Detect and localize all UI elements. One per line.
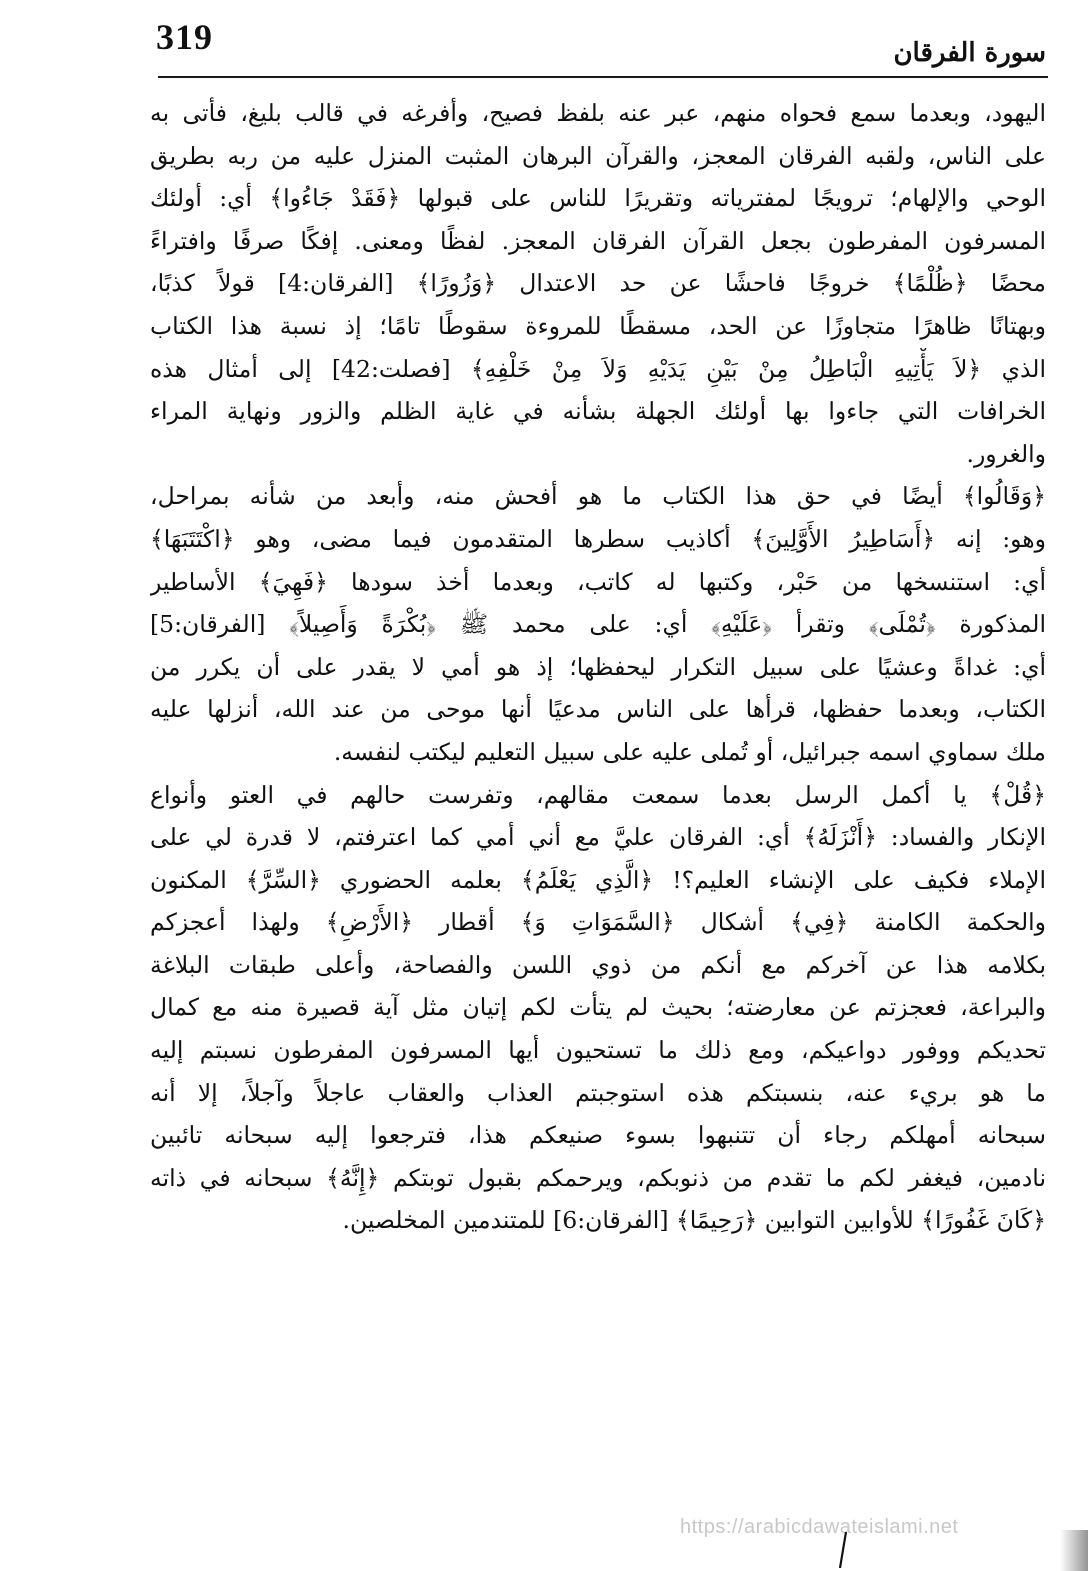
text-line: الإنكار والفساد: ﴿أَنْزَلَهُ﴾ أي: الفرقان عليَّ مع أني أمي كما اعترفتم، لا قدرة لي على [150,823,1046,852]
text-line: والبراعة، فعجزتم عن معارضته؛ بحيث لم يتأت لكم إتيان مثل آية قصيرة منه مع كمال [150,993,1046,1022]
text-line: ﴿قُلْ﴾ يا أكمل الرسل بعدما سمعت مقالهم، وتفرست حالهم في العتو وأنواع [150,780,1046,809]
text-line: الخرافات التي جاءوا بها أولئك الجهلة بشأنه في غاية الظلم والزور ونهاية المراء [150,397,1046,426]
text-line: محضًا ﴿ظُلْمًا﴾ خروجًا فاحشًا عن حد الاعتدال ﴿وَزُورًا﴾ [الفرقان:4] قولاً كذبًا، [150,269,1046,298]
text-line: المذكورة ﴿تُمْلَى﴾ وتقرأ ﴿عَلَيْهِ﴾ أي: على محمد ﷺ ﴿بُكْرَةً وَأَصِيلاً﴾ [الفرقان:5] [150,610,1046,639]
text-line: وبهتانًا ظاهرًا متجاوزًا عن الحد، مسقطًا للمروءة سقوطًا تامًا؛ إذ نسبة هذا الكتاب [150,311,1046,340]
commentary-text [150,92,1046,1242]
text-line: الكتاب، وبعدما حفظها، قرأها على الناس مدعيًا أنها موحى من عند الله، أنزلها عليه [150,695,1046,724]
text-line: ما هو بريء عنه، بنسبتكم هذه استوجبتم العذاب والعقاب عاجلاً وآجلاً، إلا أنه [150,1078,1046,1107]
text-line: بكلامه هذا عن آخركم مع أنكم من ذوي اللسن والفصاحة، وأعلى طبقات البلاغة [150,950,1046,979]
text-line: والغرور. [966,439,1046,468]
text-line: والحكمة الكامنة ﴿فِي﴾ أشكال ﴿السَّمَوَاتِ وَ﴾ أقطار ﴿الأَرْضِ﴾ ولهذا أعجزكم [150,908,1046,937]
text-line: وهو: إنه ﴿أَسَاطِيرُ الأَوَّلِينَ﴾ أكاذيب سطرها المتقدمون فيما مضى، وهو ﴿اكْتَتَبَهَا﴾ [150,524,1046,553]
text-line: ملك سماوي اسمه جبرائيل، أو تُملى عليه على سبيل التعليم ليكتب لنفسه. [333,737,1046,766]
text-line: نادمين، فيغفر لكم ما تقدم من ذنوبكم، ويرحمكم بقبول توبتكم ﴿إِنَّهُ﴾ سبحانه في ذاته [150,1163,1046,1192]
scan-edge-shadow [1060,1530,1088,1571]
text-line: أي: غداةً وعشيًا على سبيل التكرار ليحفظها؛ إذ هو أمي لا يقدر على أن يكرر من [150,652,1046,681]
page-number: 319 [156,17,213,57]
text-line: المسرفون المفرطون بجعل القرآن الفرقان المعجز. لفظًا ومعنى. إفكًا صرفًا وافتراءً [150,226,1046,255]
surah-title: سورة الفرقان [893,38,1046,68]
text-line: الوحي والإلهام؛ ترويجًا لمفترياته وتقريرًا للناس على قبولها ﴿فَقَدْ جَاءُوا﴾ أي: أولئك [150,184,1046,213]
text-line: على الناس، ولقبه الفرقان المعجز، والقرآن البرهان المثبت المنزل عليه من ربه بطريق [150,141,1046,170]
text-line: تحديكم ووفور دواعيكم، ومع ذلك ما تستحيون أيها المسرفون المفرطون نسبتم إليه [150,1036,1046,1065]
watermark-url: https://arabicdawateislami.net [680,1516,959,1538]
text-line: سبحانه أمهلكم رجاء أن تتنبهوا بسوء صنيعكم هذا، فترجعوا إليه سبحانه تائبين [150,1121,1046,1150]
text-line: أي: استنسخها من حَبْر، وكتبها له كاتب، وبعدما أخذ سودها ﴿فَهِيَ﴾ الأساطير [150,567,1046,596]
text-line: ﴿كَانَ غَفُورًا﴾ للأوابين التوابين ﴿رَحِيمًا﴾ [الفرقان:6] للمتندمين المخلصين. [342,1206,1046,1235]
pen-stroke-mark [836,1532,850,1568]
text-line: الإملاء فكيف على الإنشاء العليم؟! ﴿الَّذِي يَعْلَمُ﴾ بعلمه الحضوري ﴿السِّرَّ﴾ المكنون [150,865,1046,894]
text-line: اليهود، وبعدما سمع فحواه منهم، عبر عنه بلفظ فصيح، وأفرغه في قالب بليغ، فأتى به [150,99,1046,127]
text-line: الذي ﴿لاَ يَأْتِيهِ الْبَاطِلُ مِنْ بَيْنِ يَدَيْهِ وَلاَ مِنْ خَلْفِهِ﴾ [فصلت:42] إلى أمثال هذه [150,354,1046,383]
text-line: ﴿وَقَالُوا﴾ أيضًا في حق هذا الكتاب ما هو أفحش منه، وأبعد من شأنه بمراحل، [150,482,1046,511]
header-divider [158,76,1048,78]
